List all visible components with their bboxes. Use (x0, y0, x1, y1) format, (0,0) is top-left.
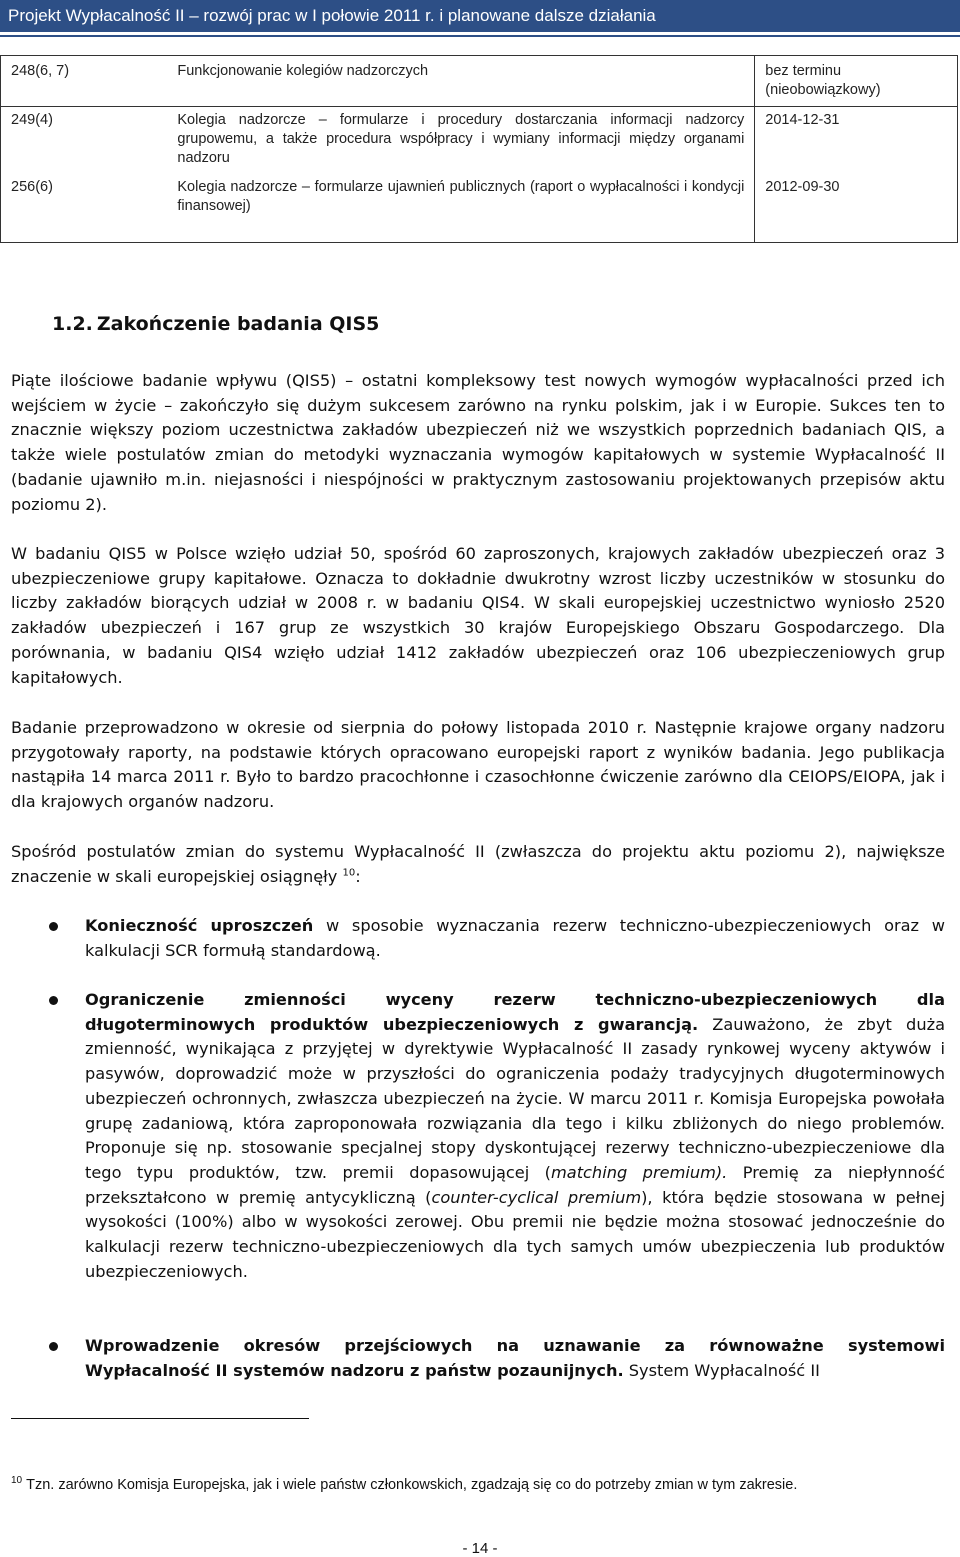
list-item-italic: matching premium). (551, 1162, 728, 1182)
paragraph-postulates (11, 840, 945, 889)
paragraph-postulates-end: : (355, 866, 361, 886)
list-item-text: w sposobie wyznaczania rezerw techniczno-ubezpieczeniowych oraz w kalkulacji SCR formułą standardową. (85, 916, 945, 960)
header-rule (0, 35, 960, 37)
footnote-ref[interactable]: 10 (342, 867, 356, 879)
section-number: 1.2. (52, 313, 93, 335)
table-cell-desc: Kolegia nadzorcze – formularze ujawnień publicznych (raport o wypłacalności i kondycji finansowej) (167, 174, 754, 243)
list-item-bold: Konieczność uproszczeń (85, 916, 314, 935)
table-row (1, 107, 958, 175)
footnote-text: Tzn. zarówno Komisja Europejska, jak i wiele państw członkowskich, zgadzają się co do potrzeby zmian w tym zakresie. (26, 1477, 798, 1493)
footnote-number: 10 (11, 1475, 23, 1487)
deadline-table (0, 55, 958, 243)
table-cell-date: bez terminu (nieobowiązkowy) (755, 56, 958, 107)
running-header-title: Projekt Wypłacalność II – rozwój prac w I połowie 2011 r. i planowane dalsze działania (8, 6, 656, 25)
list-item-text: System Wypłacalność II (623, 1360, 820, 1380)
table-row (1, 174, 958, 243)
footnote-separator (11, 1418, 309, 1419)
list-item-text: ), która będzie stosowana w pełnej wysokości (100%) albo w wysokości zerowej. Obu premii nie będzie można stosować jednocześnie do kalkulacji rezerw techniczno-ubezpieczeniowych dla tych samych umów ubezpieczenia lub produktów ubezpieczeniowych. (85, 1187, 945, 1281)
list-item-text: Premię za niepłynność przekształcono w premię antycykliczną ( (85, 1162, 945, 1207)
table-cell-ref: 248(6, 7) (1, 56, 168, 107)
running-header (0, 0, 960, 32)
paragraph-intro: Piąte ilościowe badanie wpływu (QIS5) – ostatni kompleksowy test nowych wymogów wypłacalności przed ich wejściem w życie – zakończyło się dużym sukcesem zarówno na rynku polskim, jak i w Europie. Sukces ten to znacznie większy poziom uczestnictwa zakładów ubezpieczeń niż we wszystkich poprzednich badaniach QIS, a także wiele postulatów zmian do metodyki wyznaczania wymogów kapitałowych w systemie Wypłacalność II (badanie ujawniło m.in. niejasności i niespójności w praktycznym zastosowaniu projektowanych przepisów aktu poziomu 2). (11, 371, 945, 514)
paragraph-postulates-text: Spośród postulatów zmian do systemu Wypłacalność II (zwłaszcza do projektu aktu poziomu 2), największe znaczenie w skali europejskiej osiągnęły (11, 842, 945, 886)
table-cell-desc: Funkcjonowanie kolegiów nadzorczych (167, 56, 754, 107)
list-item-bold: Ograniczenie zmienności wyceny rezerw techniczno-ubezpieczeniowych dla długoterminowych produktów ubezpieczeniowych z gwarancją. (85, 990, 945, 1034)
table-cell-ref: 256(6) (1, 174, 168, 243)
table-cell-date: 2012-09-30 (755, 174, 958, 243)
table-cell-desc: Kolegia nadzorcze – formularze i procedury dostarczania informacji nadzorcy grupowemu, a także procedura współpracy i wymiany informacji między organami nadzoru (167, 107, 754, 175)
list-item-italic: counter-cyclical premium (431, 1187, 642, 1207)
paragraph-timeline: Badanie przeprowadzono w okresie od sierpnia do połowy listopada 2010 r. Następnie krajowe organy nadzoru przygotowały raporty, na podstawie których opracowano europejski raport z wyników badania. Jego publikacja nastąpiła 14 marca 2011 r. Było to bardzo pracochłonne i czasochłonne ćwiczenie zarówno dla CEIOPS/EIOPA, jak i dla krajowych organów nadzoru. (11, 718, 945, 812)
bullet-icon (49, 1342, 58, 1351)
section-heading (52, 313, 379, 335)
table-row (1, 56, 958, 107)
list-item (85, 914, 945, 963)
table-cell-date: 2014-12-31 (755, 107, 958, 175)
page-number: - 14 - (462, 1540, 498, 1557)
bullet-icon (49, 996, 58, 1005)
list-item (85, 988, 945, 1284)
list-item-bold: Wprowadzenie okresów przejściowych na uznawanie za równoważne systemowi Wypłacalność II systemów nadzoru z państw pozaunijnych. (85, 1336, 945, 1380)
list-item (85, 1334, 945, 1383)
footnote (11, 1476, 951, 1494)
bullet-icon (49, 922, 58, 931)
list-item-text: Zauważono, że zbyt duża zmienność, wynikająca z przyjętej w dyrektywie Wypłacalność II zasady rynkowej wyceny aktywów i pasywów, doprowadzić może w przyszłości do ograniczenia podaży tradycyjnych długoterminowych ubezpieczeń ochronnych, zwłaszcza ubezpieczeń na życie. W marcu 2011 r. Komisja Europejska powołała grupę zadaniową, która zaproponowała rozwiązania dla tego i kilku zbliżonych do niego problemów. Proponuje się np. stosowanie specjalnej stopy dyskontującej rezerwy techniczno-ubezpieczeniowe dla tego typu produktów, tzw. premii dopasowującej ( (85, 1014, 945, 1182)
table-cell-ref: 249(4) (1, 107, 168, 175)
paragraph-participation: W badaniu QIS5 w Polsce wzięło udział 50, spośród 60 zaproszonych, krajowych zakładów ubezpieczeń oraz 3 ubezpieczeniowe grupy kapitałowe. Oznacza to dokładnie dwukrotny wzrost liczby uczestników w stosunku do liczby zakładów biorących udział w 2008 r. w badaniu QIS4. W skali europejskiej uczestnictwo wyniosło 2520 zakładów ubezpieczeń i 167 grup ze wszystkich 30 krajów Europejskiego Obszaru Gospodarczego. Dla porównania, w badaniu QIS4 wzięło udział 1412 zakładów ubezpieczeń oraz 106 ubezpieczeniowych grup kapitałowych. (11, 544, 945, 687)
section-title: Zakończenie badania QIS5 (96, 313, 380, 335)
